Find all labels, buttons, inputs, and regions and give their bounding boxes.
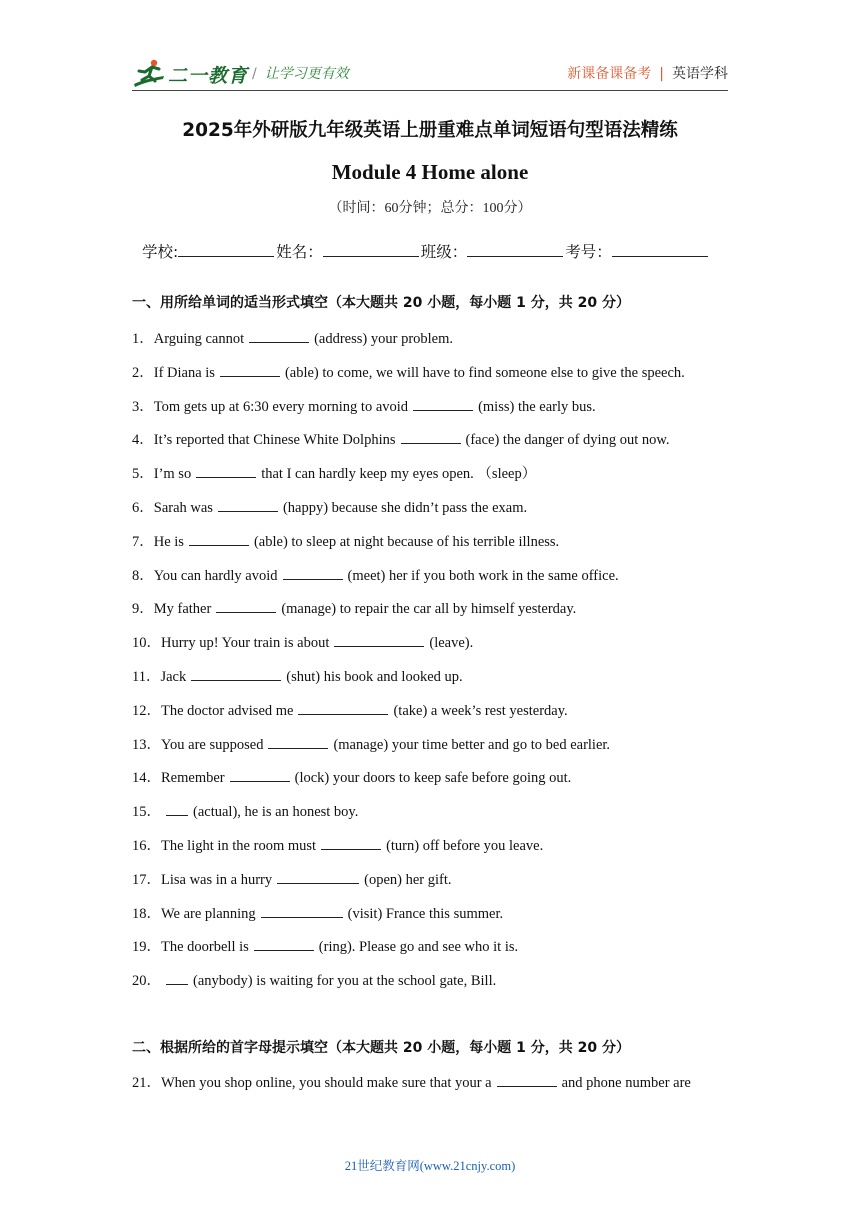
question-number: 4． [132, 432, 154, 449]
question-item [132, 395, 596, 416]
answer-blank[interactable] [196, 464, 256, 478]
answer-blank[interactable] [216, 599, 276, 613]
question-number: 10． [132, 635, 161, 652]
question-text: (anybody) is waiting for you at the school gate, Bill. [193, 973, 497, 990]
time-info: （时间：60分钟；总分：100分） [328, 201, 532, 216]
logo [132, 56, 248, 92]
question-text: He is [153, 533, 184, 550]
question-number: 21． [132, 1075, 161, 1091]
answer-blank[interactable] [249, 329, 309, 343]
answer-blank[interactable] [218, 498, 278, 512]
question-item [132, 428, 670, 449]
page-title: 2025年外研版九年级英语上册重难点单词短语句型语法精练 [182, 120, 678, 141]
answer-blank[interactable] [220, 363, 280, 377]
question-text: I’m so [153, 466, 192, 483]
answer-blank[interactable] [277, 870, 359, 884]
question-item [132, 969, 496, 990]
question-item [132, 733, 610, 754]
question-number: 14． [132, 770, 161, 787]
question-text: My father [153, 601, 212, 618]
question-text: The light in the room must [161, 838, 317, 854]
question-number: 12． [132, 702, 161, 719]
question-text: (happy) because she didn’t pass the exam. [282, 500, 528, 516]
question-number: 5． [132, 466, 154, 483]
page-header [132, 56, 728, 92]
answer-blank[interactable] [401, 430, 461, 444]
question-text: It’s reported that Chinese White Dolphins [153, 432, 396, 449]
answer-blank[interactable] [166, 802, 188, 816]
question-text: You are supposed [161, 736, 264, 753]
question-item [132, 530, 559, 551]
question-number: 1． [132, 331, 154, 347]
question-text: The doctor advised me [161, 702, 294, 719]
question-number: 16． [132, 838, 161, 854]
student-info-fields [142, 240, 710, 262]
question-item [132, 496, 527, 517]
question-number: 11． [132, 669, 161, 685]
question-number: 17． [132, 871, 161, 888]
question-item [132, 361, 685, 382]
answer-blank[interactable] [191, 667, 281, 681]
answer-blank[interactable] [413, 397, 473, 411]
question-item [132, 699, 568, 720]
question-text: (ring). Please go and see who it is. [318, 939, 519, 956]
question-number: 20． [132, 973, 161, 990]
answer-blank[interactable] [334, 633, 424, 647]
question-text: (open) her gift. [364, 871, 452, 888]
field-label: 班级： [420, 243, 468, 261]
question-item [132, 868, 452, 889]
question-text: Hurry up! Your train is about [161, 635, 330, 652]
question-text: If Diana is [153, 364, 215, 381]
question-text: (meet) her if you both work in the same office. [347, 567, 619, 584]
question-text: that I can hardly keep my eyes open. （sleep） [261, 466, 537, 483]
answer-blank[interactable] [283, 566, 343, 580]
field-label: 学校: [142, 243, 179, 261]
question-text: (lock) your doors to keep safe before going out. [294, 770, 572, 787]
question-number: 18． [132, 905, 161, 922]
question-text: (able) to come, we will have to find someone else to give the speech. [284, 364, 685, 381]
question-text: Remember [161, 770, 225, 787]
answer-blank[interactable] [497, 1073, 557, 1087]
question-text: (manage) to repair the car all by himself yesterday. [281, 601, 577, 618]
question-item [132, 800, 358, 821]
question-number: 8． [132, 567, 154, 584]
question-item [132, 766, 571, 787]
question-text: (actual), he is an honest boy. [193, 804, 359, 821]
school-blank[interactable] [178, 240, 274, 257]
exam-number-blank[interactable] [612, 240, 708, 257]
field-label: 姓名： [276, 243, 323, 261]
answer-blank[interactable] [166, 971, 188, 985]
question-text: The doorbell is [161, 939, 249, 956]
question-text: Arguing cannot [153, 331, 245, 347]
answer-blank[interactable] [298, 701, 388, 715]
question-item [132, 462, 536, 483]
question-number: 3． [132, 398, 154, 415]
question-item [132, 631, 473, 652]
question-text: (leave). [429, 635, 474, 652]
question-text: (face) the danger of dying out now. [465, 432, 670, 449]
answer-blank[interactable] [230, 768, 290, 782]
footer-credit: 21世纪教育网(www.21cnjy.com) [344, 1159, 516, 1173]
header-divider [132, 90, 728, 91]
logo-text: 二一教育 [168, 64, 249, 87]
question-number: 2． [132, 364, 154, 381]
question-number: 7． [132, 533, 154, 550]
question-item [132, 597, 576, 618]
answer-blank[interactable] [268, 735, 328, 749]
answer-blank[interactable] [261, 904, 343, 918]
question-number: 15． [132, 804, 161, 821]
question-text: (visit) France this summer. [347, 905, 504, 922]
question-item [132, 935, 518, 956]
question-text: (miss) the early bus. [478, 398, 596, 415]
runner-logo-icon [132, 58, 166, 90]
answer-blank[interactable] [254, 937, 314, 951]
question-item [132, 665, 463, 686]
page-subtitle: Module 4 Home alone [331, 160, 529, 184]
question-text: (manage) your time better and go to bed earlier. [333, 736, 611, 753]
question-number: 19． [132, 939, 161, 956]
header-right: 新课备课备考 | 英语学科 [567, 66, 728, 82]
question-item [132, 834, 543, 855]
section-2-heading: 二、根据所给的首字母提示填空（本大题共 20 小题，每小题 1 分，共 20 分） [132, 1040, 630, 1056]
question-number: 9． [132, 601, 154, 618]
question-text: and phone number are [561, 1075, 691, 1091]
section-1-heading: 一、用所给单词的适当形式填空（本大题共 20 小题，每小题 1 分，共 20 分） [132, 295, 630, 311]
question-text: Lisa was in a hurry [161, 871, 273, 888]
question-text: (address) your problem. [314, 331, 454, 347]
question-text: (shut) his book and looked up. [286, 669, 463, 685]
question-item [132, 902, 503, 923]
answer-blank[interactable] [321, 836, 381, 850]
answer-blank[interactable] [189, 532, 249, 546]
question-text: Tom gets up at 6:30 every morning to avoid [153, 398, 409, 415]
question-item [132, 327, 453, 348]
question-item [132, 564, 619, 585]
question-text: Sarah was [153, 500, 213, 516]
question-number: 6． [132, 500, 154, 516]
question-number: 13． [132, 736, 161, 753]
name-blank[interactable] [323, 240, 419, 257]
question-item [132, 1071, 691, 1092]
question-text: We are planning [161, 905, 256, 922]
question-text: You can hardly avoid [153, 567, 278, 584]
field-label: 考号： [565, 243, 612, 261]
question-text: (take) a week’s rest yesterday. [393, 702, 568, 719]
question-text: Jack [160, 669, 187, 685]
class-blank[interactable] [467, 240, 563, 257]
question-text: (able) to sleep at night because of his terrible illness. [253, 533, 560, 550]
question-text: (turn) off before you leave. [386, 838, 544, 854]
slogan: / 让学习更有效 [252, 66, 349, 82]
question-text: When you shop online, you should make sure that your a [161, 1075, 492, 1091]
